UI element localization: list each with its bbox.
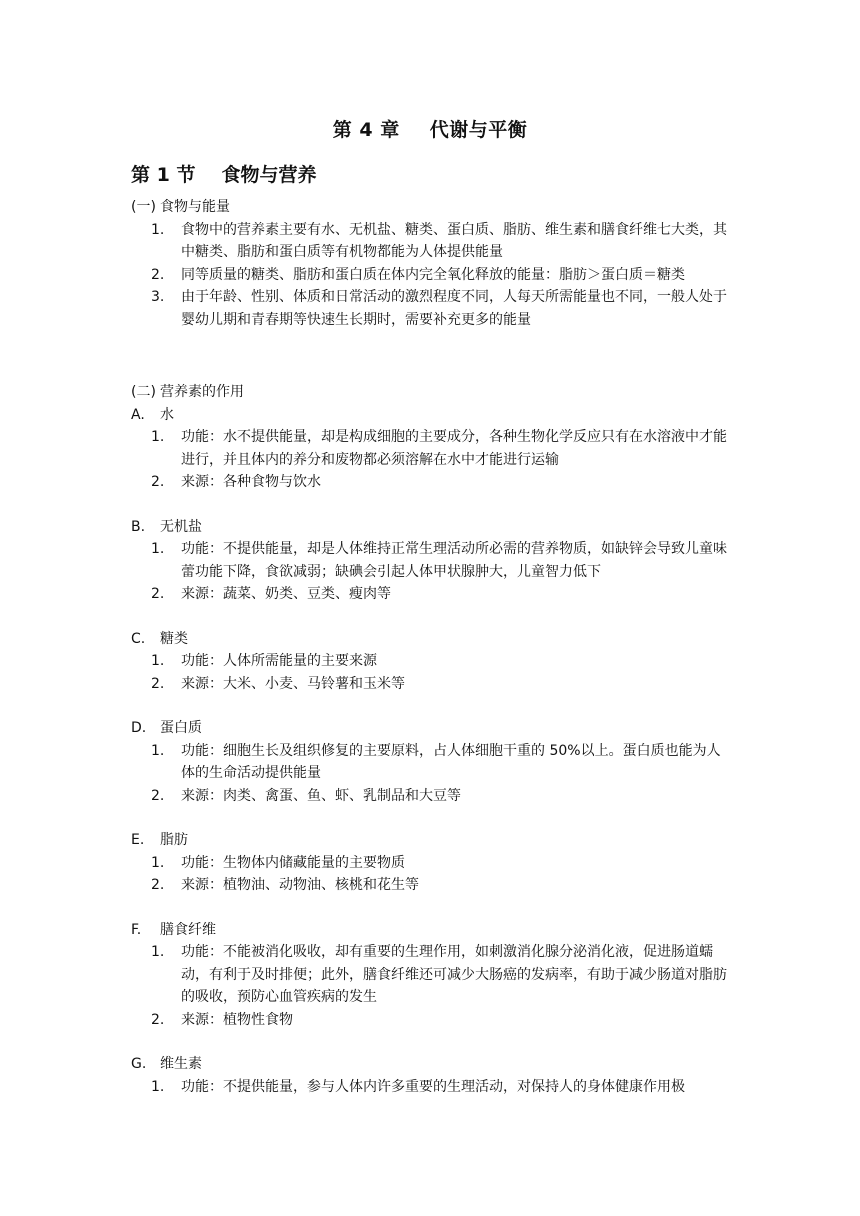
item-text: 功能：水不提供能量，却是构成细胞的主要成分，各种生物化学反应只有在水溶液中才能进行，并且体内的养分和废物都必须溶解在水中才能进行运输	[181, 429, 727, 468]
list-item	[131, 941, 731, 1009]
part-heading	[131, 196, 731, 219]
subsection-letter: D.	[131, 720, 147, 736]
list-item	[131, 852, 731, 875]
subsection-title: 脂肪	[160, 832, 188, 848]
item-text: 来源：肉类、禽蛋、鱼、虾、乳制品和大豆等	[181, 787, 461, 804]
subsection-heading	[131, 919, 731, 942]
item-number: 2.	[151, 675, 165, 692]
subsection-letter: C.	[131, 630, 146, 647]
item-text: 来源：大米、小麦、马铃薯和玉米等	[181, 675, 405, 692]
item-number: 3.	[151, 289, 165, 305]
subsection-heading	[131, 628, 731, 651]
list-item	[131, 264, 731, 287]
item-text: 食物中的营养素主要有水、无机盐、糖类、蛋白质、脂肪、维生素和膳食纤维七大类，其中糖类、脂肪和蛋白质等有机物都能为人体提供能量	[181, 221, 727, 260]
subsection-heading	[131, 717, 731, 740]
item-text: 来源：植物油、动物油、核桃和花生等	[181, 877, 419, 893]
subsection-list	[131, 740, 731, 808]
item-number: 2.	[151, 787, 165, 804]
item-text: 功能：不能被消化吸收，却有重要的生理作用，如刺激消化腺分泌消化液，促进肠道蠕动，有利于及时排便；此外，膳食纤维还可减少大肠癌的发病率，有助于减少肠道对脂肪的吸收，预防心血管疾病的发生	[181, 944, 727, 1005]
item-number: 2.	[151, 474, 165, 490]
subsection-list	[131, 1076, 731, 1099]
list-item	[131, 874, 731, 897]
section-heading	[131, 160, 316, 187]
item-number: 1.	[151, 221, 165, 238]
item-text: 同等质量的糖类、脂肪和蛋白质在体内完全氧化释放的能量：脂肪＞蛋白质＝糖类	[181, 266, 685, 283]
section-number: 第 1 节	[131, 164, 196, 186]
list-item	[131, 426, 731, 471]
subsection-heading	[131, 404, 731, 427]
list-item	[131, 219, 731, 264]
subsection-letter: E.	[131, 832, 145, 848]
subsection-list	[131, 941, 731, 1031]
part-title: 食物与能量	[160, 199, 230, 215]
list-item	[131, 538, 731, 583]
subsection-heading	[131, 1053, 731, 1076]
chapter-number: 第 4 章	[332, 119, 400, 141]
list-item	[131, 1009, 731, 1032]
subsection-title: 蛋白质	[160, 720, 202, 736]
chapter-heading	[0, 115, 860, 142]
list-item	[131, 673, 731, 696]
item-text: 由于年龄、性别、体质和日常活动的激烈程度不同，人每天所需能量也不同，一般人处于婴幼儿期和青春期等快速生长期时，需要补充更多的能量	[181, 289, 727, 328]
list-item	[131, 740, 731, 785]
part-title: 营养素的作用	[160, 384, 244, 400]
list-item	[131, 471, 731, 494]
chapter-title: 代谢与平衡	[429, 119, 528, 141]
subsection-list	[131, 538, 731, 606]
list-item	[131, 650, 731, 673]
item-number: 2.	[151, 1011, 165, 1028]
item-number: 1.	[151, 429, 165, 445]
subsection-title: 水	[160, 406, 174, 423]
item-text: 功能：人体所需能量的主要来源	[181, 653, 377, 669]
item-number: 1.	[151, 1078, 165, 1095]
item-number: 2.	[151, 877, 165, 893]
subsection-list	[131, 852, 731, 897]
item-number: 1.	[151, 742, 165, 759]
part-heading	[131, 381, 731, 404]
subsection-letter: G.	[131, 1056, 147, 1072]
item-number: 1.	[151, 541, 165, 557]
item-number: 2.	[151, 586, 165, 602]
item-text: 来源：各种食物与饮水	[181, 474, 321, 490]
subsection-heading	[131, 829, 731, 852]
item-number: 1.	[151, 653, 165, 669]
list-item	[131, 1076, 731, 1099]
section-title: 食物与营养	[221, 164, 317, 186]
item-number: 2.	[151, 266, 165, 283]
item-text: 来源：蔬菜、奶类、豆类、瘦肉等	[181, 586, 391, 602]
subsection-title: 无机盐	[160, 518, 202, 535]
part-number: (一)	[131, 199, 156, 215]
list-item	[131, 286, 731, 331]
subsection-title: 膳食纤维	[160, 921, 216, 938]
subsection-title: 维生素	[160, 1056, 202, 1072]
subsection-heading	[131, 516, 731, 539]
subsection-title: 糖类	[160, 630, 188, 647]
item-text: 功能：细胞生长及组织修复的主要原料，占人体细胞干重的 50%以上。蛋白质也能为人体的生命活动提供能量	[181, 742, 721, 781]
item-text: 来源：植物性食物	[181, 1011, 293, 1028]
part-number: (二)	[131, 384, 156, 400]
document-body	[131, 196, 731, 1098]
subsection-list	[131, 426, 731, 494]
item-text: 功能：不提供能量，参与人体内许多重要的生理活动，对保持人的身体健康作用极	[181, 1078, 685, 1095]
subsection-list	[131, 650, 731, 695]
subsection-letter: B.	[131, 518, 146, 535]
subsection-letter: A.	[131, 406, 145, 423]
list-item	[131, 583, 731, 606]
item-text: 功能：不提供能量，却是人体维持正常生理活动所必需的营养物质，如缺锌会导致儿童味蕾功能下降，食欲减弱；缺碘会引起人体甲状腺肿大，儿童智力低下	[181, 541, 727, 580]
list-item	[131, 785, 731, 808]
item-number: 1.	[151, 944, 165, 960]
item-number: 1.	[151, 854, 165, 871]
part1-list	[131, 219, 731, 332]
subsection-letter: F.	[131, 921, 142, 938]
item-text: 功能：生物体内储藏能量的主要物质	[181, 854, 405, 871]
